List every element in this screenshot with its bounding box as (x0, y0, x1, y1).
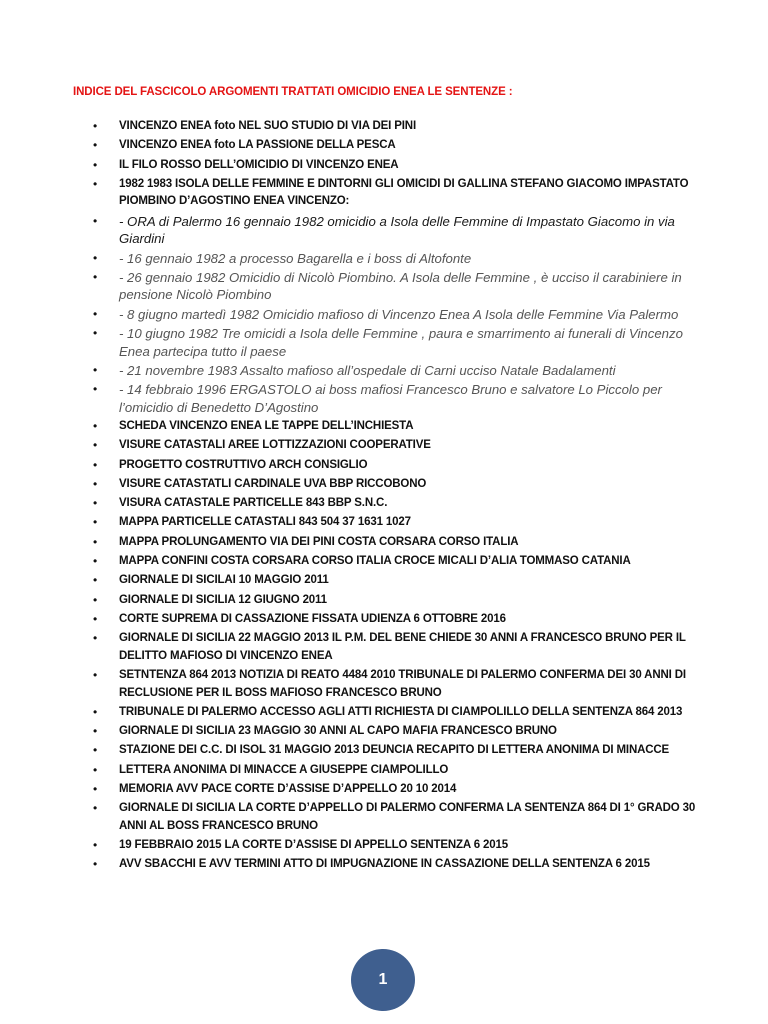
bullet-icon: • (93, 157, 98, 172)
bullet-icon: • (93, 592, 98, 607)
toc-item-text: - 21 novembre 1983 Assalto mafioso all’ospedale di Carni ucciso Natale Badalamenti (119, 362, 616, 378)
toc-item (0, 476, 768, 494)
bullet-icon: • (93, 704, 98, 719)
toc-item (0, 362, 768, 380)
bullet-icon: • (93, 419, 98, 434)
toc-item (0, 495, 768, 513)
bullet-icon: • (93, 176, 98, 191)
page-title: INDICE DEL FASCICOLO ARGOMENTI TRATTATI OMICIDIO ENEA LE SENTENZE : (73, 86, 513, 98)
bullet-icon: • (93, 457, 98, 472)
bullet-icon: • (93, 269, 98, 284)
toc-item-text: - ORA di Palermo 16 gennaio 1982 omicidio a Isola delle Femmine di Impastato Giacomo in via Giardini (119, 213, 675, 247)
toc-item-text: - 26 gennaio 1982 Omicidio di Nicolò Piombino. A Isola delle Femmine , è ucciso il carabiniere in pensione Nicolò Piombino (119, 269, 682, 303)
toc-item-text: LETTERA ANONIMA DI MINACCE A GIUSEPPE CIAMPOLILLO (119, 763, 449, 776)
bullet-icon: • (93, 306, 98, 321)
toc-item-text: GIORNALE DI SICILAI 10 MAGGIO 2011 (119, 574, 329, 587)
toc-item (0, 592, 768, 610)
toc-item-text: GIORNALE DI SICILIA 22 MAGGIO 2013 IL P.M. DEL BENE CHIEDE 30 ANNI A FRANCESCO BRUNO PER IL DELITTO MAFIOSO DI VINCENZO ENEA (119, 632, 686, 662)
toc-item (0, 630, 768, 665)
toc-item-text: 1982 1983 ISOLA DELLE FEMMINE E DINTORNI GLI OMICIDI DI GALLINA STEFANO GIACOMO IMPASTATO PIOMBINO D’AGOSTINO ENEA VINCENZO: (119, 177, 689, 208)
toc-list (0, 118, 768, 876)
toc-item-text: MAPPA PROLUNGAMENTO VIA DEI PINI COSTA CORSARA CORSO ITALIA (119, 535, 519, 548)
toc-item (0, 553, 768, 571)
toc-item-text: MAPPA PARTICELLE CATASTALI 843 504 37 1631 1027 (119, 516, 411, 529)
toc-item-text: MAPPA CONFINI COSTA CORSARA CORSO ITALIA CROCE MICALI D’ALIA TOMMASO CATANIA (119, 555, 631, 568)
toc-item-text: VISURE CATASTALI AREE LOTTIZZAZIONI COOPERATIVE (119, 439, 431, 452)
toc-item-text: CORTE SUPREMA DI CASSAZIONE FISSATA UDIENZA 6 OTTOBRE 2016 (119, 612, 506, 625)
toc-item (0, 781, 768, 799)
toc-item (0, 742, 768, 760)
bullet-icon: • (93, 782, 98, 797)
toc-item (0, 118, 768, 136)
page-number-badge (351, 949, 415, 1011)
page-number: 1 (378, 971, 388, 988)
bullet-icon: • (93, 611, 98, 626)
bullet-icon: • (93, 326, 98, 341)
bullet-icon: • (93, 362, 98, 377)
toc-item-text: TRIBUNALE DI PALERMO ACCESSO AGLI ATTI RICHIESTA DI CIAMPOLILLO DELLA SENTENZA 864 2013 (119, 705, 683, 718)
bullet-icon: • (93, 382, 98, 397)
toc-item-text: GIORNALE DI SICILIA 12 GIUGNO 2011 (119, 593, 327, 606)
toc-item-text: GIORNALE DI SICILIA 23 MAGGIO 30 ANNI AL CAPO MAFIA FRANCESCO BRUNO (119, 725, 557, 738)
bullet-icon: • (93, 743, 98, 758)
toc-item-text: PROGETTO COSTRUTTIVO ARCH CONSIGLIO (119, 458, 368, 471)
toc-item (0, 856, 768, 874)
toc-item (0, 514, 768, 532)
toc-item (0, 381, 768, 416)
toc-item (0, 611, 768, 629)
bullet-icon: • (93, 138, 98, 153)
toc-item (0, 250, 768, 268)
toc-item (0, 667, 768, 702)
toc-item-text: - 10 giugno 1982 Tre omicidi a Isola delle Femmine , paura e smarrimento ai funerali di Vincenzo Enea partecipa tutto il paese (119, 326, 683, 359)
toc-item (0, 306, 768, 324)
toc-item (0, 437, 768, 455)
bullet-icon: • (93, 724, 98, 739)
toc-item-text: VINCENZO ENEA foto NEL SUO STUDIO DI VIA DEI PINI (119, 120, 416, 132)
toc-item-text: 19 FEBBRAIO 2015 LA CORTE D’ASSISE DI APPELLO SENTENZA 6 2015 (119, 839, 508, 852)
toc-item-text: VINCENZO ENEA foto LA PASSIONE DELLA PESCA (119, 139, 396, 152)
bullet-icon: • (93, 496, 98, 511)
toc-item-text: IL FILO ROSSO DELL’OMICIDIO DI VINCENZO ENEA (119, 158, 399, 171)
toc-item (0, 704, 768, 722)
toc-item-text: VISURE CATASTATLI CARDINALE UVA BBP RICCOBONO (119, 477, 427, 490)
bullet-icon: • (93, 762, 98, 777)
toc-item (0, 325, 768, 360)
toc-item (0, 762, 768, 780)
bullet-icon: • (93, 250, 98, 265)
toc-item (0, 157, 768, 175)
toc-item-text: VISURA CATASTALE PARTICELLE 843 BBP S.N.C. (119, 497, 388, 510)
bullet-icon: • (93, 534, 98, 549)
toc-item (0, 137, 768, 155)
toc-item (0, 800, 768, 835)
toc-item-text: - 16 gennaio 1982 a processo Bagarella e i boss di Altofonte (119, 250, 472, 266)
toc-item (0, 269, 768, 304)
bullet-icon: • (93, 554, 98, 569)
bullet-icon: • (93, 801, 98, 816)
toc-item-text: SCHEDA VINCENZO ENEA LE TAPPE DELL’INCHIESTA (119, 420, 414, 433)
toc-item-text: STAZIONE DEI C.C. DI ISOL 31 MAGGIO 2013 DEUNCIA RECAPITO DI LETTERA ANONIMA DI MINACCE (119, 744, 670, 757)
toc-item (0, 457, 768, 475)
bullet-icon: • (93, 857, 98, 872)
toc-item (0, 213, 768, 248)
bullet-icon: • (93, 631, 98, 646)
bullet-icon: • (93, 573, 98, 588)
toc-item-text: - 14 febbraio 1996 ERGASTOLO ai boss mafiosi Francesco Bruno e salvatore Lo Piccolo per l’omicidio di Benedetto D’Agostino (119, 382, 662, 415)
bullet-icon: • (93, 838, 98, 853)
bullet-icon: • (93, 668, 98, 683)
bullet-icon: • (93, 515, 98, 530)
toc-item (0, 723, 768, 741)
toc-item-text: AVV SBACCHI E AVV TERMINI ATTO DI IMPUGNAZIONE IN CASSAZIONE DELLA SENTENZA 6 2015 (119, 858, 650, 871)
toc-item (0, 534, 768, 552)
toc-item (0, 418, 768, 436)
bullet-icon: • (93, 476, 98, 491)
toc-item (0, 837, 768, 855)
bullet-icon: • (93, 119, 98, 133)
bullet-icon: • (93, 213, 98, 228)
bullet-icon: • (93, 438, 98, 453)
toc-item-text: GIORNALE DI SICILIA LA CORTE D’APPELLO DI PALERMO CONFERMA LA SENTENZA 864 DI 1° GRADO 30 ANNI AL BOSS FRANCESCO BRUNO (119, 802, 696, 832)
toc-item-text: - 8 giugno martedì 1982 Omicidio mafioso di Vincenzo Enea A Isola delle Femmine Via Palermo (119, 306, 679, 322)
toc-item (0, 572, 768, 590)
toc-item-text: MEMORIA AVV PACE CORTE D’ASSISE D’APPELLO 20 10 2014 (119, 783, 457, 796)
toc-item (0, 176, 768, 211)
toc-item-text: SETNTENZA 864 2013 NOTIZIA DI REATO 4484 2010 TRIBUNALE DI PALERMO CONFERMA DEI 30 ANNI DI RECLUSIONE PER IL BOSS MAFIOSO FRANCESCO BRUNO (119, 669, 686, 699)
